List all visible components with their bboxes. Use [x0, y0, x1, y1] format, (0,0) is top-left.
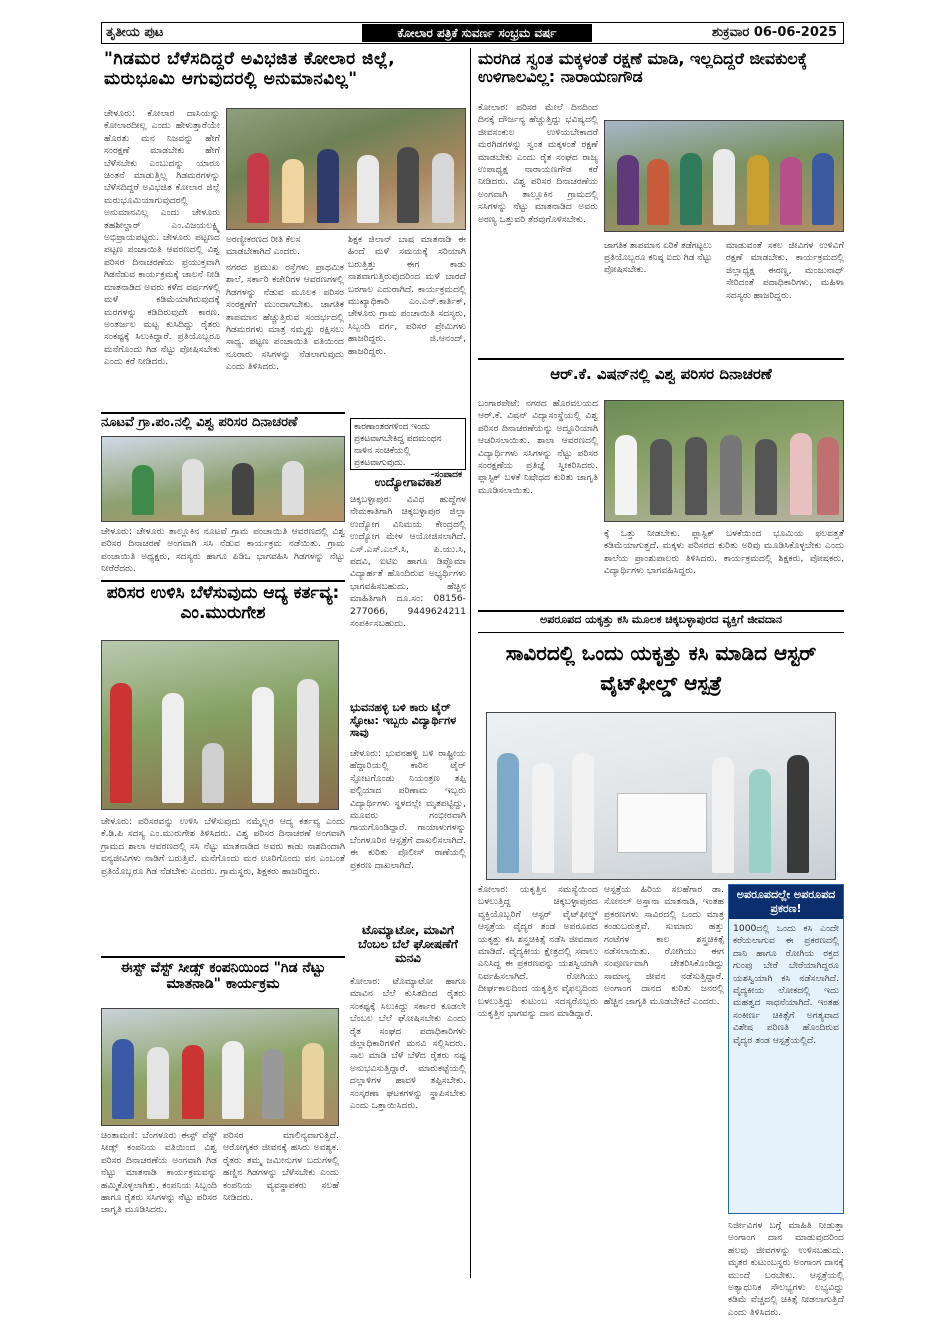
- section-rule: [101, 412, 345, 414]
- eastwest-col2: ಪರಿಸರ ಮಾಲಿನ್ಯವಾಗುತ್ತಿದೆ. ಆರೋಗ್ಯಕರ ಜೀವನಕ್ಕೆ ಹಸಿರು ಅವಶ್ಯಕ. ರೈತರು ತಮ್ಮ ಜಮೀನುಗಳ ಬದುಗಳಲ್ಲಿ ಹಣ್ಣಿನ ಗಿಡಗಳನ್ನು ಬೆಳೆಸಬೇಕು ಎಂದು ಕಂಪನಿಯ ವ್ಯವಸ್ಥಾಪಕರು ಸಲಹೆ ನೀಡಿದರು.: [223, 1130, 339, 1204]
- nutave-photo: [101, 436, 345, 522]
- article-1-photo: [226, 108, 466, 230]
- tomato-headline: ಟೊಮ್ಯಾಟೋ, ಮಾವಿಗೆ ಬೆಂಬಲ ಬೆಲೆ ಘೋಷಣೆಗೆ ಮನವಿ: [358, 923, 458, 965]
- nutave-text: ಚೇಳೂರು: ಚೇಳೂರು ತಾಲ್ಲೂಕಿನ ನೂಟವೆ ಗ್ರಾಮ ಪಂಚಾಯಿತಿ ಆವರಣದಲ್ಲಿ ವಿಶ್ವ ಪರಿಸರ ದಿನಾಚರಣೆ ಅಂಗವಾಗಿ ಸಸಿ ನೆಡುವ ಕಾರ್ಯಕ್ರಮ ನಡೆಯಿತು. ಗ್ರಾಮ ಪಂಚಾಯಿತಿ ಅಧ್ಯಕ್ಷರು, ಸದಸ್ಯರು ಹಾಗೂ ಪಿಡಿಒ ಭಾಗವಹಿಸಿ ಗಿಡಗಳನ್ನು ನೆಟ್ಟು ನೀರೆರೆದರು.: [101, 526, 345, 575]
- anniversary-banner: ಕೋಲಾರ ಪತ್ರಿಕೆ ಸುವರ್ಣ ಸಂಭ್ರಮ ವರ್ಷ: [362, 24, 592, 42]
- liver-col3: ನಿರ್ಜೀವಿಗಳ ಬಗ್ಗೆ ಮಾಹಿತಿ ನೀಡುತ್ತಾ ಅಂಗಾಂಗ ದಾನ ಮಾಡುವುದರಿಂದ ಹಲವು ಜೀವಗಳನ್ನು ಉಳಿಸಬಹುದು. ಮೃತರ ಕುಟುಂಬಸ್ಥರು ಅಂಗಾಂಗ ದಾನಕ್ಕೆ ಮುಂದೆ ಬರಬೇಕು. ಆಸ್ಪತ್ರೆಯಲ್ಲಿ ಅತ್ಯಾಧುನಿಕ ಸೌಲಭ್ಯಗಳು ಲಭ್ಯವಿದ್ದು ಕಡಿಮೆ ವೆಚ್ಚದಲ್ಲಿ ಚಿಕಿತ್ಸೆ ನೀಡಲಾಗುತ್ತಿದೆ ಎಂದು ತಿಳಿಸಿದರು.: [728, 1220, 844, 1318]
- rk-col2: ಕ್ಕೆ ಒತ್ತು ನೀಡಬೇಕು. ಪ್ಲಾಸ್ಟಿಕ್ ಬಳಕೆಯಿಂದ ಭೂಮಿಯ ಫಲವತ್ತತೆ ಕಡಿಮೆಯಾಗುತ್ತದೆ. ಮಕ್ಕಳು ಪರಿಸರದ ಕುರಿತು ಅರಿವು ಮೂಡಿಸಿಕೊಳ್ಳಬೇಕು ಎಂದು ಶಾಲೆಯ ಪ್ರಾಂಶುಪಾಲರು ತಿಳಿಸಿದರು. ಕಾರ್ಯಕ್ರಮದಲ್ಲಿ ಶಿಕ್ಷಕರು, ಪೋಷಕರು, ವಿದ್ಯಾರ್ಥಿಗಳು ಭಾಗವಹಿಸಿದ್ದರು.: [604, 528, 844, 577]
- murugesh-text: ಚೇಳೂರು: ಪರಿಸರವನ್ನು ಉಳಿಸಿ ಬೆಳೆಸುವುದು ನಮ್ಮೆಲ್ಲರ ಆದ್ಯ ಕರ್ತವ್ಯ ಎಂದು ಕೆ.ಡಿ.ಪಿ ಸದಸ್ಯ ಎಂ.ಮುರುಗೇಶ ತಿಳಿಸಿದರು. ವಿಶ್ವ ಪರಿಸರ ದಿನಾಚರಣೆ ಅಂಗವಾಗಿ ಗ್ರಾಮದ ಶಾಲಾ ಆವರಣದಲ್ಲಿ ಸಸಿ ನೆಟ್ಟು ಮಾತನಾಡಿದ ಅವರು ಕಾಡು ನಾಶದಿಂದಾಗಿ ವನ್ಯಜೀವಿಗಳು ನಾಡಿಗೆ ಬರುತ್ತಿವೆ. ಮನೆಗೊಂದು ಮರ ಊರಿಗೊಂದು ವನ ಎಂಬಂತೆ ಪ್ರತಿಯೊಬ್ಬರೂ ಗಿಡ ನೆಡಬೇಕು ಎಂದರು. ಗ್ರಾಮಸ್ಥರು, ಶಿಕ್ಷಕರು ಹಾಜರಿದ್ದರು.: [101, 816, 345, 877]
- rk-headline: ಆರ್.ಕೆ. ವಿಷನ್‌ನಲ್ಲಿ ವಿಶ್ವ ಪರಿಸರ ದಿನಾಚರಣೆ: [550, 365, 772, 383]
- nutave-headline: ನೂಟವೆ ಗ್ರಾ.ಪಂ.ನಲ್ಲಿ ವಿಶ್ವ ಪರಿಸರ ದಿನಾಚರಣೆ: [101, 415, 298, 430]
- eastwest-headline: ಈಸ್ಟ್ ವೆಸ್ಟ್ ಸೀಡ್ಸ್ ಕಂಪನಿಯಿಂದ "ಗಿಡ ನೆಟ್ಟು ಮಾತನಾಡಿ" ಕಾರ್ಯಕ್ರಮ: [120, 960, 326, 993]
- accident-headline: ಭುವನಹಳ್ಳಿ ಬಳಿ ಕಾರು ಟೈರ್ ಸ್ಫೋಟ: ಇಬ್ಬರು ವಿದ್ಯಾರ್ಥಿಗಳ ಸಾವು: [350, 701, 457, 740]
- accident-text: ಚೇಳೂರು: ಭುವನಹಳ್ಳಿ ಬಳಿ ರಾಷ್ಟ್ರೀಯ ಹೆದ್ದಾರಿಯಲ್ಲಿ ಕಾರಿನ ಟೈರ್ ಸ್ಫೋಟಗೊಂಡು ನಿಯಂತ್ರಣ ತಪ್ಪಿ ಪಲ್ಟಿಯಾದ ಪರಿಣಾಮ ಇಬ್ಬರು ವಿದ್ಯಾರ್ಥಿಗಳು ಸ್ಥಳದಲ್ಲೇ ಮೃತಪಟ್ಟಿದ್ದು, ಮೂವರು ಗಂಭೀರವಾಗಿ ಗಾಯಗೊಂಡಿದ್ದಾರೆ. ಗಾಯಾಳುಗಳನ್ನು ಬೆಂಗಳೂರಿನ ಆಸ್ಪತ್ರೆಗೆ ದಾಖಲಿಸಲಾಗಿದೆ. ಈ ಕುರಿತು ಪೊಲೀಸ್ ಠಾಣೆಯಲ್ಲಿ ಪ್ರಕರಣ ದಾಖಲಾಗಿದೆ.: [350, 748, 466, 871]
- section-rule: [478, 358, 844, 360]
- article-2-caption: ಜಾಗತಿಕ ತಾಪಮಾನ ಏರಿಕೆ ತಡೆಗಟ್ಟಲು ಪ್ರತಿಯೊಬ್ಬರೂ ಕನಿಷ್ಠ ಐದು ಗಿಡ ನೆಟ್ಟು ಪೋಷಿಸಬೇಕು.: [604, 241, 713, 275]
- eastwest-photo: [101, 1008, 339, 1126]
- article-2-photo: [604, 120, 844, 232]
- page-label: ತೃತೀಯ ಪುಟ: [106, 25, 164, 40]
- article-2-col3: ಮಾಡುವಂತೆ ಸಕಲ ಜೀವಿಗಳ ಉಳಿವಿಗೆ ರಕ್ಷಣೆ ಮಾಡಬೇಕು. ಕಾರ್ಯಕ್ರಮದಲ್ಲಿ ಜಿಲ್ಲಾಧ್ಯಕ್ಷ ಈರಣ್ಣ, ಮಂಜುನಾಥ್ ಸೇರಿದಂತೆ ಪದಾಧಿಕಾರಿಗಳು, ಮಹಿಳಾ ಸದಸ್ಯರು ಹಾಜರಿದ್ದರು.: [726, 240, 844, 301]
- page-header: [101, 22, 844, 44]
- rk-col1: ಬಂಗಾರಪೇಟೆ: ನಗರದ ಹೊರವಲಯದ ಆರ್.ಕೆ. ವಿಷನ್ ವಿದ್ಯಾಸಂಸ್ಥೆಯಲ್ಲಿ ವಿಶ್ವ ಪರಿಸರ ದಿನಾಚರಣೆಯನ್ನು ಅದ್ದೂರಿಯಾಗಿ ಆಚರಿಸಲಾಯಿತು. ಶಾಲಾ ಆವರಣದಲ್ಲಿ ವಿದ್ಯಾರ್ಥಿಗಳು ಸಸಿಗಳನ್ನು ನೆಟ್ಟು ಪರಿಸರ ಸಂರಕ್ಷಣೆಯ ಪ್ರತಿಜ್ಞೆ ಸ್ವೀಕರಿಸಿದರು. ಪ್ಲಾಸ್ಟಿಕ್ ಬಳಕೆ ನಿಷೇಧದ ಕುರಿತು ಜಾಗೃತಿ ಮೂಡಿಸಲಾಯಿತು.: [478, 398, 598, 496]
- rk-photo: [604, 400, 844, 522]
- rare-case-title: ಅಪರೂಪದಲ್ಲೇ ಅಪರೂಪದ ಪ್ರಕರಣ!: [729, 885, 843, 919]
- editor-sign: -ಸಂಪಾದಕ: [430, 470, 462, 480]
- article-2-headline: ಮರಗಿಡ ಸ್ವಂತ ಮಕ್ಕಳಂತೆ ರಕ್ಷಣೆ ಮಾಡಿ, ಇಲ್ಲದಿದ್ದರೆ ಜೀವಕುಲಕ್ಕೆ ಉಳಿಗಾಲವಿಲ್ಲ: ನಾರಾಯಣಗೌಡ: [478, 49, 808, 87]
- liver-col1: ಕೋಲಾರ: ಯಕೃತ್ತಿನ ಸಮಸ್ಯೆಯಿಂದ ಬಳಲುತ್ತಿದ್ದ ಚಿಕ್ಕಬಳ್ಳಾಪುರದ ವ್ಯಕ್ತಿಯೊಬ್ಬರಿಗೆ ಆಸ್ಟರ್ ವೈಟ್‌ಫೀಲ್ಡ್ ಆಸ್ಪತ್ರೆಯ ವೈದ್ಯರ ತಂಡ ಅಪರೂಪದ ಯಕೃತ್ತು ಕಸಿ ಶಸ್ತ್ರಚಿಕಿತ್ಸೆ ನಡೆಸಿ ಜೀವದಾನ ಮಾಡಿದೆ. ವೈದ್ಯಕೀಯ ಕ್ಷೇತ್ರದಲ್ಲಿ ಸವಾಲು ಎನಿಸಿದ್ದ ಈ ಪ್ರಕರಣವನ್ನು ಯಶಸ್ವಿಯಾಗಿ ನಿರ್ವಹಿಸಲಾಗಿದೆ. ರೋಗಿಯು ದೀರ್ಘಕಾಲದಿಂದ ಯಕೃತ್ತಿನ ವೈಫಲ್ಯದಿಂದ ಬಳಲುತ್ತಿದ್ದು ಕುಟುಂಬ ಸದಸ್ಯರೊಬ್ಬರು ಯಕೃತ್ತಿನ ಭಾಗವನ್ನು ದಾನ ಮಾಡಿದ್ದಾರೆ.: [478, 884, 598, 1020]
- tomato-text: ಕೋಲಾರ: ಟೊಮ್ಯಾಟೋ ಹಾಗೂ ಮಾವಿನ ಬೆಲೆ ಕುಸಿತದಿಂದ ರೈತರು ಸಂಕಷ್ಟಕ್ಕೆ ಸಿಲುಕಿದ್ದು ಸರ್ಕಾರ ಕೂಡಲೇ ಬೆಂಬಲ ಬೆಲೆ ಘೋಷಿಸಬೇಕು ಎಂದು ರೈತ ಸಂಘದ ಪದಾಧಿಕಾರಿಗಳು ಜಿಲ್ಲಾಧಿಕಾರಿಗಳಿಗೆ ಮನವಿ ಸಲ್ಲಿಸಿದರು. ಸಾಲ ಮಾಡಿ ಬೆಳೆ ಬೆಳೆದ ರೈತರು ನಷ್ಟ ಅನುಭವಿಸುತ್ತಿದ್ದಾರೆ. ಮಾರುಕಟ್ಟೆಯಲ್ಲಿ ದಲ್ಲಾಳಿಗಳ ಹಾವಳಿ ತಪ್ಪಿಸಬೇಕು. ಸಂಸ್ಕರಣಾ ಘಟಕಗಳನ್ನು ಸ್ಥಾಪಿಸಬೇಕು ಎಂದು ಒತ್ತಾಯಿಸಿದರು.: [350, 976, 466, 1112]
- article-1-col2: ನಗರದ ಪ್ರಮುಖ ರಸ್ತೆಗಳು ಪ್ರಾಥಮಿಕ ಶಾಲೆ, ಸರ್ಕಾರಿ ಕಚೇರಿಗಳ ಆವರಣಗಳಲ್ಲಿ ಗಿಡಗಳನ್ನು ನೆಡುವ ಮೂಲಕ ಪರಿಸರ ಸಂರಕ್ಷಣೆಗೆ ಮುಂದಾಗಬೇಕು. ಜಾಗತಿಕ ತಾಪಮಾನ ಹೆಚ್ಚುತ್ತಿರುವ ಸಂದರ್ಭದಲ್ಲಿ ಗಿಡಮರಗಳು ಮಾತ್ರ ನಮ್ಮನ್ನು ರಕ್ಷಿಸಲು ಸಾಧ್ಯ. ಪಟ್ಟಣ ಪಂಚಾಯಿತಿ ವತಿಯಿಂದ ನೂರಾರು ಸಸಿಗಳನ್ನು ನೆಡಲಾಗುವುದು ಎಂದು ತಿಳಿಸಿದರು.: [226, 262, 344, 373]
- column-divider: [470, 48, 471, 1278]
- article-1-col1: ಚೇಳೂರು: ಕೋಲಾರ ದಾಸಿಯನ್ನು ಕೋಲಾರದೀಲ್ಲ ಎಂದು ಹೇಳುತ್ತಾರೆಯೇ ಹೊರತು ಮನ ನಿಜವನ್ನು ಹೇಗೆ ಸಂರಕ್ಷಣೆ ಮಾಡಬೇಕು ಹೇಗೆ ಬೆಳೆಸಬೇಕು ಎಂಬುದನ್ನು ಯಾರೂ ಚಿಂತನೆ ಮಾಡುತ್ತಿಲ್ಲ ಗಿಡಮರಗಳನ್ನು ಬೆಳೆಸದಿದ್ದರೆ ಅವಿಭಜಿತ ಕೋಲಾರ ಜಿಲ್ಲೆ ಮರುಭೂಮಿಯಾಗುವುದರಲ್ಲಿ ಅನುಮಾನವಿಲ್ಲ ಎಂದು ಚೇಳೂರು ತಹಶೀಲ್ದಾರ್ ಎಂ.ವಿಜಯಲಕ್ಷ್ಮಿ ಅಭಿಪ್ರಾಯಪಟ್ಟರು. ಚೇಳೂರು ಪಟ್ಟಣದ ಪಟ್ಟಣ ಪಂಚಾಯಿತಿ ಆವರಣದಲ್ಲಿ ವಿಶ್ವ ಪರಿಸರ ದಿನಾಚರಣೆಯ ಪ್ರಯುಕ್ತವಾಗಿ ಗಿಡನೆಡುವ ಕಾರ್ಯಕ್ರಮಕ್ಕೆ ಚಾಲನೆ ನೀಡಿ ಮಾತನಾಡಿದ ಅವರು ಕಳೆದ ವರ್ಷಗಳಲ್ಲಿ ಮಳೆ ಕಡಿಮೆಯಾಗಿರುವುದಕ್ಕೆ ಮರಗಳನ್ನು ಕಡಿದಿರುವುದೇ ಕಾರಣ. ಅಂತರ್ಜಲ ಮಟ್ಟ ಕುಸಿದಿದ್ದು ರೈತರು ಸಂಕಷ್ಟಕ್ಕೆ ಸಿಲುಕಿದ್ದಾರೆ. ಪ್ರತಿಯೊಬ್ಬರೂ ಮನೆಗೊಂದು ಗಿಡ ನೆಟ್ಟು ಪೋಷಿಸಬೇಕು ಎಂದು ಕರೆ ನೀಡಿದರು.: [104, 108, 220, 368]
- liver-headline: ಸಾವಿರದಲ್ಲಿ ಒಂದು ಯಕೃತ್ತು ಕಸಿ ಮಾಡಿದ ಆಸ್ಟರ್ ವೈಟ್‌ಫೀಲ್ಡ್ ಆಸ್ಪತ್ರೆ: [505, 641, 817, 695]
- liver-kicker: ಅಪರೂಪದ ಯಕೃತ್ತು ಕಸಿ ಮೂಲಕ ಚಿಕ್ಕಬಳ್ಳಾಪುರದ ವ್ಯಕ್ತಿಗೆ ಜೀವದಾನ: [540, 613, 782, 626]
- section-rule: [101, 956, 345, 958]
- issue-date: ಶುಕ್ರವಾರ 06-06-2025: [711, 25, 837, 40]
- murugesh-headline: ಪರಿಸರ ಉಳಿಸಿ ಬೆಳೆಸುವುದು ಆದ್ಯ ಕರ್ತವ್ಯ: ಎಂ.ಮುರುಗೇಶ: [106, 583, 340, 623]
- jobs-headline: ಉದ್ಯೋಗಾವಕಾಶ: [374, 475, 442, 489]
- liver-col2: ಆಸ್ಪತ್ರೆಯ ಹಿರಿಯ ಸಲಹೆಗಾರ ಡಾ. ಸೋನಲ್ ಅಸ್ತಾನಾ ಮಾತನಾಡಿ, ಇಂತಹ ಪ್ರಕರಣಗಳು ಸಾವಿರದಲ್ಲಿ ಒಂದು ಮಾತ್ರ ಕಂಡುಬರುತ್ತವೆ. ಸುಮಾರು ಹತ್ತು ಗಂಟೆಗಳ ಕಾಲ ಶಸ್ತ್ರಚಿಕಿತ್ಸೆ ನಡೆಸಲಾಯಿತು. ರೋಗಿಯು ಈಗ ಸಂಪೂರ್ಣವಾಗಿ ಚೇತರಿಸಿಕೊಂಡಿದ್ದು ಸಾಮಾನ್ಯ ಜೀವನ ನಡೆಸುತ್ತಿದ್ದಾರೆ. ಅಂಗಾಂಗ ದಾನದ ಕುರಿತು ಜನರಲ್ಲಿ ಹೆಚ್ಚಿನ ಜಾಗೃತಿ ಮೂಡಬೇಕಿದೆ ಎಂದರು.: [604, 884, 724, 1007]
- jobs-text: ಚಿಕ್ಕಬಳ್ಳಾಪುರ: ವಿವಿಧ ಹುದ್ದೆಗಳ ನೇಮಕಾತಿಗಾಗಿ ಚಿಕ್ಕಬಳ್ಳಾಪುರ ಜಿಲ್ಲಾ ಉದ್ಯೋಗ ವಿನಿಮಯ ಕೇಂದ್ರದಲ್ಲಿ ಉದ್ಯೋಗ ಮೇಳ ಆಯೋಜಿಸಲಾಗಿದೆ. ಎಸ್.ಎಸ್.ಎಲ್.ಸಿ, ಪಿ.ಯು.ಸಿ, ಪದವಿ, ಐಟಿಐ ಹಾಗೂ ಡಿಪ್ಲೊಮಾ ವಿದ್ಯಾರ್ಹತೆ ಹೊಂದಿರುವ ಅಭ್ಯರ್ಥಿಗಳು ಭಾಗವಹಿಸಬಹುದು. ಹೆಚ್ಚಿನ ಮಾಹಿತಿಗಾಗಿ ದೂ.ಸಂ: 08156-277066, 9449624211 ಸಂಪರ್ಕಿಸಬಹುದು.: [350, 494, 466, 630]
- section-rule: [101, 580, 345, 582]
- editor-note-box: [350, 418, 466, 480]
- article-1-headline: "ಗಿಡಮರ ಬೆಳೆಸದಿದ್ದರೆ ಅವಿಭಜಿತ ಕೋಲಾರ ಜಿಲ್ಲೆ, ಮರುಭೂಮಿ ಆಗುವುದರಲ್ಲಿ ಅನುಮಾನವಿಲ್ಲ": [104, 49, 396, 89]
- rare-case-box: [728, 884, 844, 1214]
- section-rule: [478, 632, 844, 633]
- liver-photo: [486, 712, 836, 880]
- article-2-col1: ಕೋಲಾರ: ಪರಿಸರ ಮೇಲೆ ದಿನದಿಂದ ದಿನಕ್ಕೆ ದೌರ್ಜನ್ಯ ಹೆಚ್ಚುತ್ತಿದ್ದು ಭವಿಷ್ಯದಲ್ಲಿ ಜೀವಸಂಕುಲ ಉಳಿಯಬೇಕಾದರೆ ಮರಗಿಡಗಳನ್ನು ಸ್ವಂತ ಮಕ್ಕಳಂತೆ ರಕ್ಷಣೆ ಮಾಡಬೇಕು ಎಂದು ರೈತ ಸಂಘದ ರಾಜ್ಯ ಉಪಾಧ್ಯಕ್ಷ ನಾರಾಯಣಗೌಡ ಕರೆ ನೀಡಿದರು. ವಿಶ್ವ ಪರಿಸರ ದಿನಾಚರಣೆಯ ಅಂಗವಾಗಿ ತಾಲ್ಲೂಕಿನ ಗ್ರಾಮದಲ್ಲಿ ಸಸಿಗಳನ್ನು ನೆಟ್ಟು ಮಾತನಾಡಿದ ಅವರು ಅರಣ್ಯ ಒತ್ತುವರಿ ತೆರವುಗೊಳಿಸಬೇಕು.: [478, 102, 598, 225]
- article-1-col3: ಶಿಕ್ಷಕ ಜಿಲಾನ್ ಬಾಷ ಮಾತನಾಡಿ ಈ ಹಿಂದೆ ಮಳೆ ಸಮಯಕ್ಕೆ ಸರಿಯಾಗಿ ಬರುತ್ತಿತ್ತು ಈಗ ಕಾಡು ನಾಶವಾಗುತ್ತಿರುವುದರಿಂದ ಮಳೆ ಬಾರದೆ ಬರಗಾಲ ಎದುರಾಗಿದೆ. ಕಾರ್ಯಕ್ರಮದಲ್ಲಿ ಮುಖ್ಯಾಧಿಕಾರಿ ಎಂ.ಎನ್.ಕಾರ್ತಿಕ್, ಚೇಳೂರು ಗ್ರಾಮ ಪಂಚಾಯಿತಿ ಸದಸ್ಯರು, ಸಿಬ್ಬಂದಿ ವರ್ಗ, ಪರಿಸರ ಪ್ರೇಮಿಗಳು ಹಾಜರಿದ್ದರು. ಜಿ.ಆನಂದ್, ಹಾಜರಿದ್ದರು.: [348, 234, 466, 357]
- section-rule: [478, 610, 844, 612]
- article-1-caption: ಅರಣ್ಯೀಕರಣದ ರೀತಿ ಕೆಲಸ ಮಾಡಬೇಕಾಗಿದೆ ಎಂದರು.: [226, 235, 301, 257]
- eastwest-col1: ಚಿಂತಾಮಣಿ: ಬೆಂಗಳೂರು ಈಸ್ಟ್ ವೆಸ್ಟ್ ಸೀಡ್ಸ್ ಕಂಪನಿಯ ವತಿಯಿಂದ ವಿಶ್ವ ಪರಿಸರ ದಿನಾಚರಣೆಯ ಅಂಗವಾಗಿ ಗಿಡ ನೆಟ್ಟು ಮಾತನಾಡಿ ಕಾರ್ಯಕ್ರಮವನ್ನು ಹಮ್ಮಿಕೊಳ್ಳಲಾಗಿತ್ತು. ಕಂಪನಿಯ ಸಿಬ್ಬಂದಿ ಹಾಗೂ ರೈತರು ಸಸಿಗಳನ್ನು ನೆಟ್ಟು ಪರಿಸರ ಜಾಗೃತಿ ಮೂಡಿಸಿದರು.: [101, 1130, 217, 1216]
- editor-note: ಕಾರಣಾಂತರಗಳಿಂದ ಇಂದು ಪ್ರಕಟವಾಗಬೇಕಿದ್ದ ಪದಮಂಥನ ನಾಳಿನ ಸಂಚಿಕೆಯಲ್ಲಿ ಪ್ರಕಟವಾಗುವುದು.: [354, 422, 442, 468]
- rare-case-text: 1000ದಲ್ಲಿ ಒಂದು ಕಸಿ ಎಂದೇ ಕರೆಯಲಾಗುವ ಈ ಪ್ರಕರಣದಲ್ಲಿ ದಾನಿ ಹಾಗೂ ರೋಗಿಯ ರಕ್ತದ ಗುಂಪು ಬೇರೆ ಬೇರೆಯಾಗಿದ್ದರೂ ಯಶಸ್ವಿಯಾಗಿ ಕಸಿ ನಡೆಸಲಾಗಿದೆ. ವೈದ್ಯಕೀಯ ಲೋಕದಲ್ಲಿ ಇದು ಮಹತ್ವದ ಸಾಧನೆಯಾಗಿದೆ. ಇಂತಹ ಸಂಕೀರ್ಣ ಚಿಕಿತ್ಸೆಗೆ ಅಗತ್ಯವಾದ ವಿಶೇಷ ಪರಿಣತಿ ಹೊಂದಿರುವ ವೈದ್ಯರ ತಂಡ ಆಸ್ಪತ್ರೆಯಲ್ಲಿದೆ.: [733, 923, 839, 1046]
- murugesh-photo: [101, 640, 339, 810]
